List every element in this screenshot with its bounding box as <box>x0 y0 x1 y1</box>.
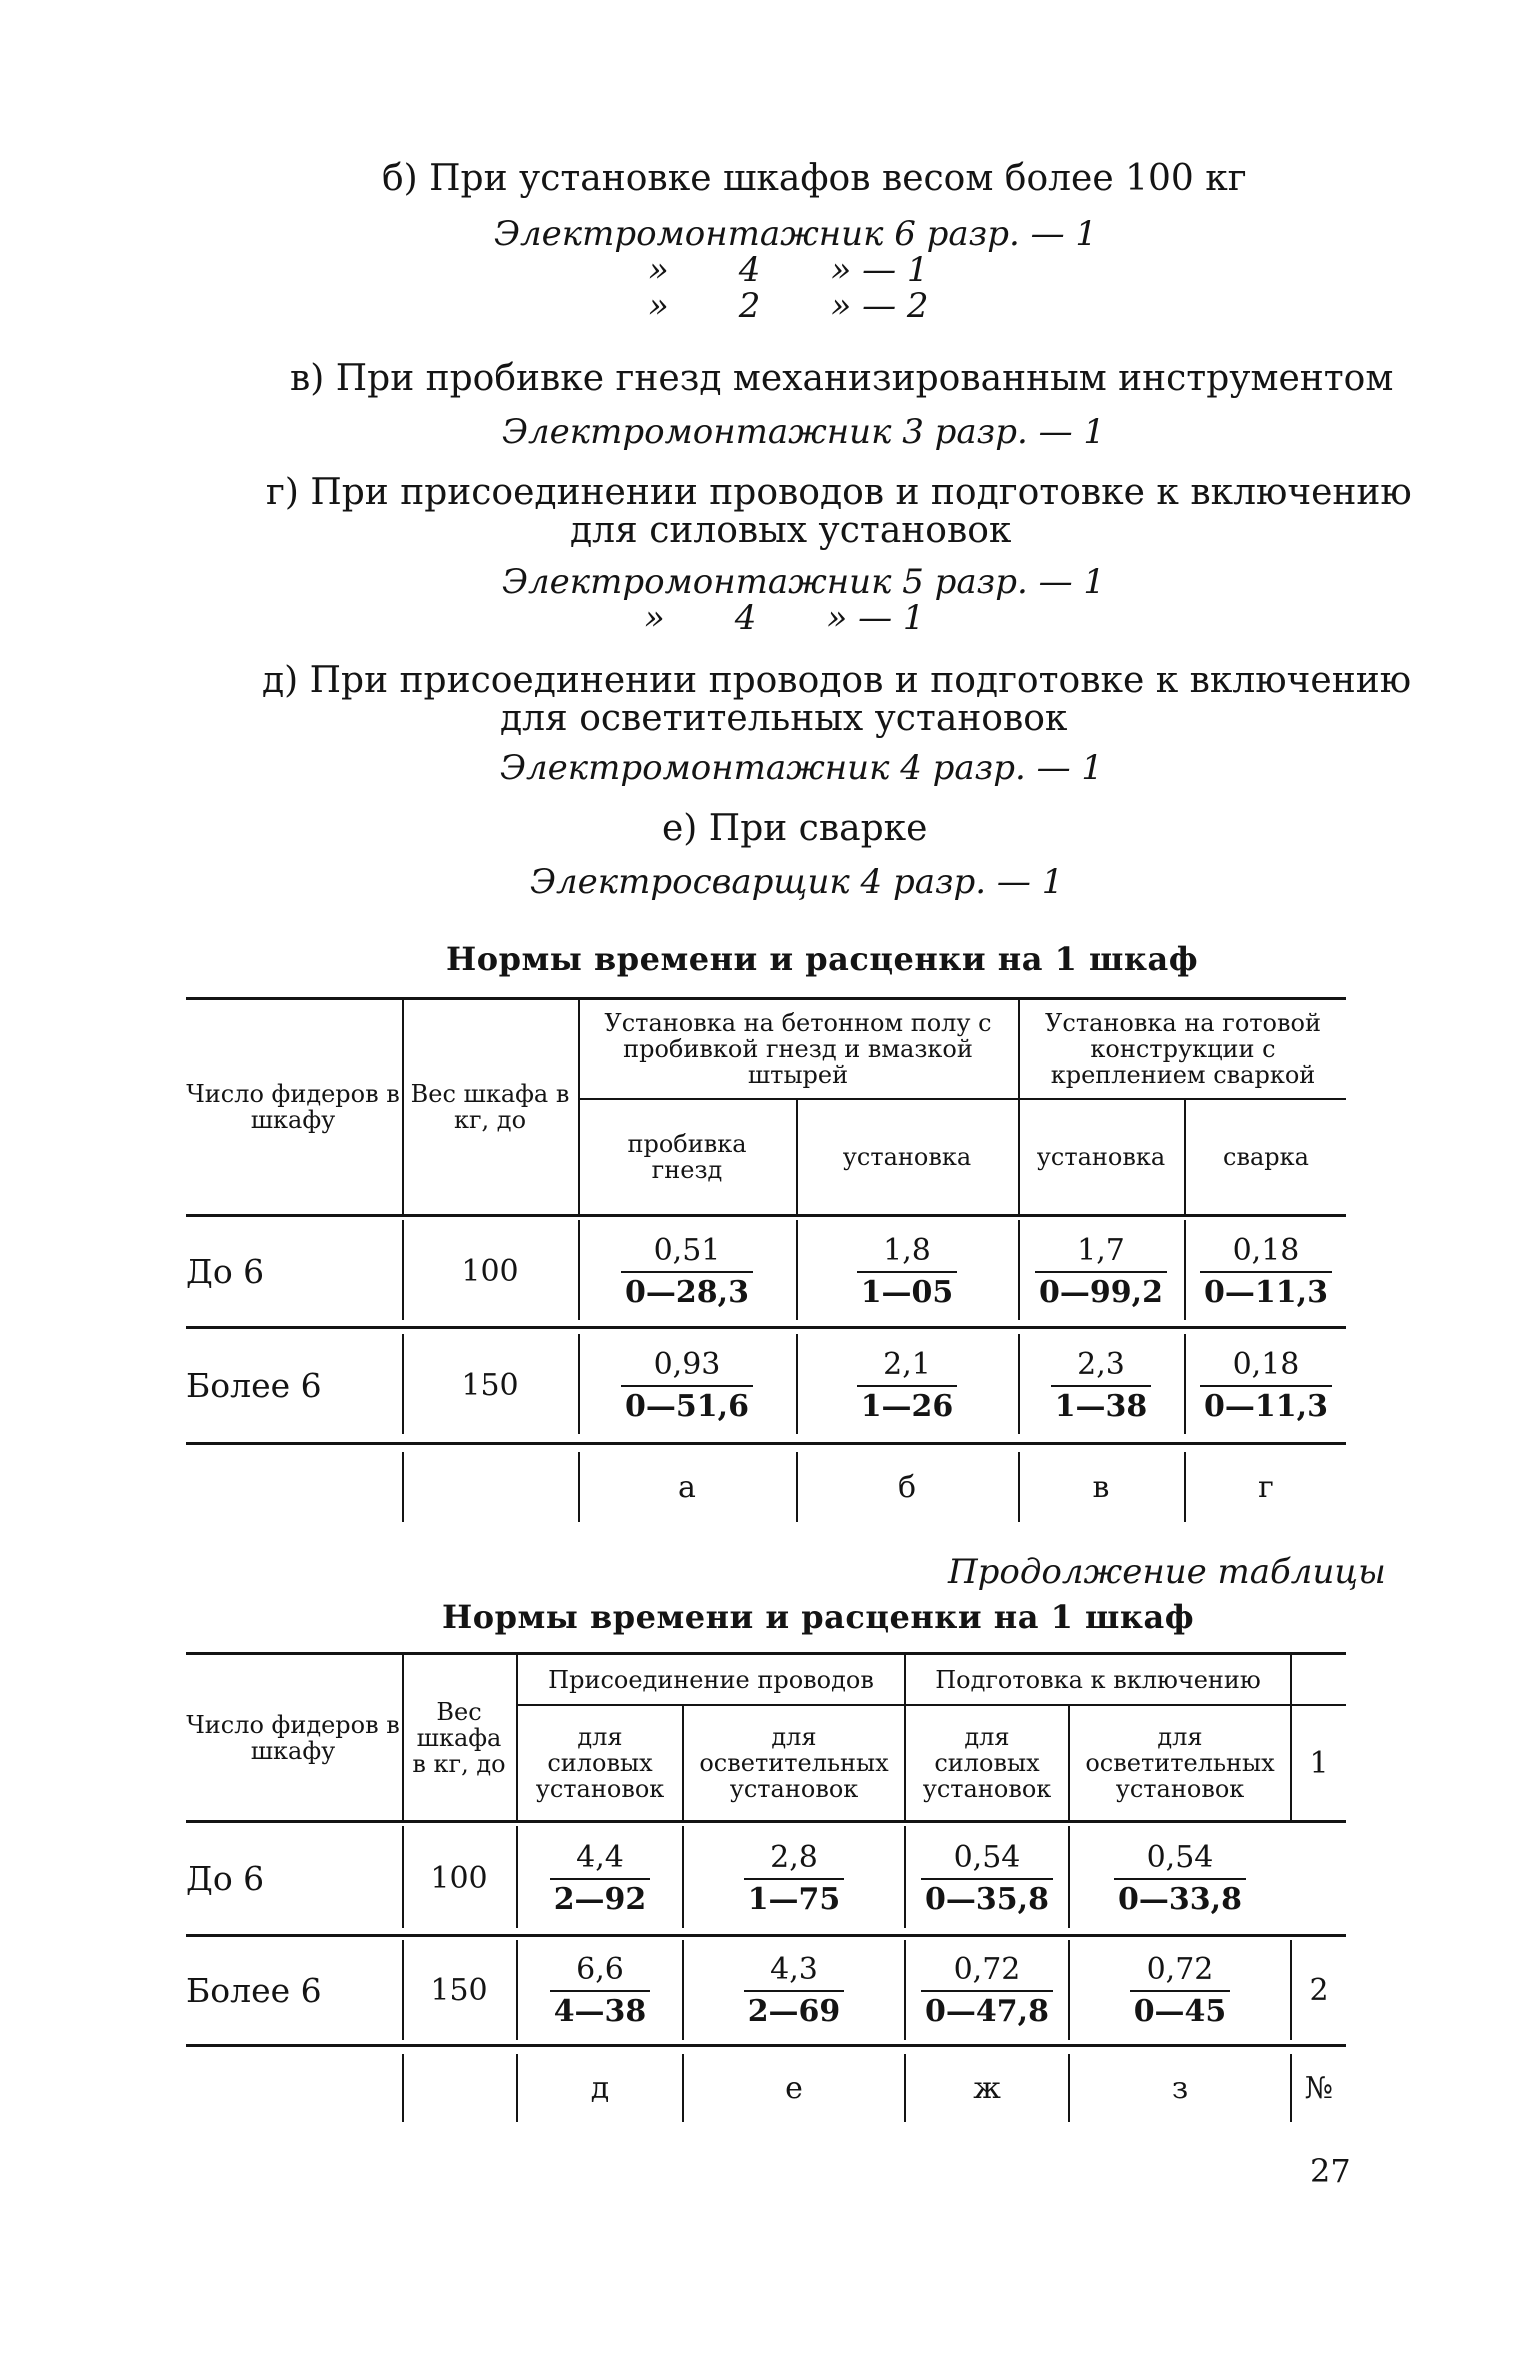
table2-row-label: Более 6 <box>186 1971 322 2010</box>
section-b-heading: б) При установке шкафов весом более 100 кг <box>382 158 1247 199</box>
table2-sub-4: для осветительных установок <box>1085 1723 1275 1803</box>
table2-col-weight: Вес шкафа в кг, до <box>412 1697 506 1778</box>
table2-col-feeders: Число фидеров в шкафу <box>186 1710 400 1765</box>
table1-cell: $\frac{0,18}{0—11,3}$ <box>1186 1329 1346 1442</box>
table2-group2: Подготовка к включению <box>935 1665 1261 1694</box>
table2-cell: $\frac{6,6}{4—38}$ <box>518 1937 682 2044</box>
table2-cell: $\frac{4,3}{2—69}$ <box>684 1937 904 2044</box>
table1-col-letter: б <box>897 1469 917 1505</box>
table1-group1: Установка на бетонном полу с пробивкой гнезд и вмазкой штырей <box>604 1009 992 1089</box>
table1-sub-1: пробивка гнезд <box>627 1130 747 1184</box>
table1-row-label: До 6 <box>186 1252 265 1291</box>
table1-row-label: Более 6 <box>186 1366 322 1405</box>
crew-line: » 2 » — 2 <box>648 286 929 326</box>
section-e-heading: е) При сварке <box>662 808 928 849</box>
table2-title: Нормы времени и расценки на 1 шкаф <box>442 1598 1195 1636</box>
continuation-label: Продолжение таблицы <box>948 1552 1386 1592</box>
table2-num-sign: № <box>1304 2070 1334 2106</box>
table1-title: Нормы времени и расценки на 1 шкаф <box>446 940 1199 978</box>
table2-col-letter: е <box>785 2070 803 2106</box>
table2-row-label: До 6 <box>186 1859 265 1898</box>
table1-group2: Установка на готовой конструкции с креплением сваркой <box>1045 1009 1321 1089</box>
table1-col-letter: г <box>1258 1469 1274 1505</box>
table2-row-number: 2 <box>1309 1973 1329 2008</box>
table1-col-letter: а <box>678 1469 696 1505</box>
crew-line: Электросварщик 4 разр. — 1 <box>530 862 1064 902</box>
table2-row-weight: 150 <box>430 1973 488 2008</box>
table2-row-weight: 100 <box>430 1861 488 1896</box>
crew-line: Электромонтажник 5 разр. — 1 <box>502 562 1106 602</box>
table1-sub-2: установка <box>842 1143 972 1171</box>
table1-cell: $\frac{1,8}{1—05}$ <box>798 1217 1016 1326</box>
table1-row-weight: 100 <box>461 1254 519 1289</box>
table2-cell: $\frac{0,72}{0—45}$ <box>1070 1937 1290 2044</box>
table1-cell: $\frac{0,18}{0—11,3}$ <box>1186 1217 1346 1326</box>
table1-col-weight: Вес шкафа в кг, до <box>410 1080 570 1134</box>
table2-col-letter: з <box>1171 2070 1189 2106</box>
table1-cell: $\frac{2,3}{1—38}$ <box>1020 1329 1182 1442</box>
table2-sub-2: для осветительных установок <box>699 1723 889 1803</box>
section-v-heading: в) При пробивке гнезд механизированным инструментом <box>290 358 1394 399</box>
crew-line: Электромонтажник 4 разр. — 1 <box>500 748 1104 788</box>
crew-line: » 4 » — 1 <box>648 250 929 290</box>
table1-row-weight: 150 <box>461 1368 519 1403</box>
table2-cell: $\frac{0,54}{0—35,8}$ <box>906 1823 1068 1934</box>
section-d-heading: д) При присоединении проводов и подготовке к включению <box>262 660 1412 701</box>
table2-sub-3: для силовых установок <box>922 1723 1052 1803</box>
table2-col-letter: д <box>590 2070 610 2106</box>
page-number: 27 <box>1310 2152 1351 2190</box>
section-g-heading-2: для силовых установок <box>570 510 1012 551</box>
table1-cell: $\frac{2,1}{1—26}$ <box>798 1329 1016 1442</box>
table2-cell: $\frac{0,72}{0—47,8}$ <box>906 1937 1068 2044</box>
table2-group1: Присоединение проводов <box>548 1665 874 1694</box>
table2-row-number: 1 <box>1309 1745 1329 1781</box>
table2-sub-1: для силовых установок <box>535 1723 665 1803</box>
crew-line: » 4 » — 1 <box>644 598 925 638</box>
table1-cell: $\frac{0,93}{0—51,6}$ <box>580 1329 794 1442</box>
table1-cell: $\frac{0,51}{0—28,3}$ <box>580 1217 794 1326</box>
section-d-heading-2: для осветительных установок <box>500 698 1068 739</box>
table2-cell: $\frac{2,8}{1—75}$ <box>684 1823 904 1934</box>
table1-col-letter: в <box>1092 1469 1110 1505</box>
table2-cell: $\frac{0,54}{0—33,8}$ <box>1070 1823 1290 1934</box>
table1-cell: $\frac{1,7}{0—99,2}$ <box>1020 1217 1182 1326</box>
crew-line: Электромонтажник 3 разр. — 1 <box>502 412 1106 452</box>
table2-cell: $\frac{4,4}{2—92}$ <box>518 1823 682 1934</box>
crew-line: Электромонтажник 6 разр. — 1 <box>494 214 1098 254</box>
section-g-heading: г) При присоединении проводов и подготовке к включению <box>266 472 1412 513</box>
table1-sub-4: сварка <box>1223 1143 1309 1171</box>
table1-col-feeders: Число фидеров в шкафу <box>186 1080 400 1134</box>
table2-col-letter: ж <box>973 2070 1001 2106</box>
table1-sub-3: установка <box>1036 1143 1166 1171</box>
